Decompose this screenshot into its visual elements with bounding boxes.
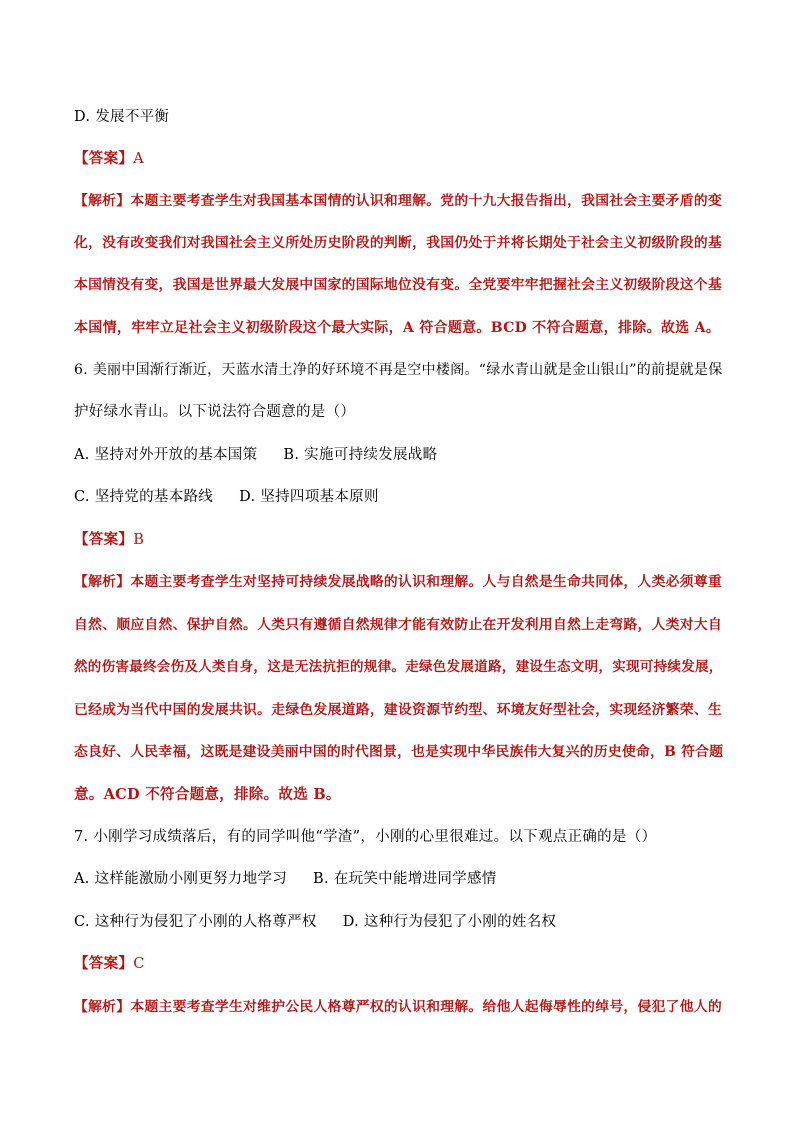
q7-analysis-text-1: 本题主要考查学生对维护公民人格尊严权的认识和理解。给他人起侮辱性的绰号，侵犯了他人的 (130, 999, 722, 1015)
q6-answer-tag: 【答案】 (74, 531, 134, 548)
q6-options-row-1 (74, 445, 722, 465)
q5-analysis-line-4: 本国情，牢牢立足社会主义初级阶段这个最大实际，A 符合题意。BCD 不符合题意，排除。故选 A。 (74, 320, 721, 336)
q6-analysis-line-1 (74, 572, 722, 592)
q7-options-row-2 (74, 912, 722, 932)
q7-options-row-1 (74, 869, 722, 889)
q6-analysis-line-2: 自然、顺应自然、保护自然。人类只有遵循自然规律才能有效防止在开发利用自然上走弯路，人类对大自 (74, 617, 722, 633)
q6-stem-line-2: 护好绿水青山。以下说法符合题意的是（） (74, 404, 356, 420)
q6-analysis-line-3: 然的伤害最终会伤及人类自身，这是无法抗拒的规律。走绿色发展道路，建设生态文明，实现可持续发展， (74, 659, 723, 675)
q5-answer-value: A (133, 151, 144, 167)
q7-analysis-tag: 【解析】 (74, 999, 131, 1015)
q5-analysis-text-1: 本题主要考查学生对我国基本国情的认识和理解。党的十九大报告指出，我国社会主要矛盾的变 (130, 193, 722, 209)
q7-answer-value: C (133, 956, 145, 972)
q6-options-row-2 (74, 487, 722, 507)
q5-analysis-line-1 (74, 191, 722, 211)
q6-stem-line-1: 6. 美丽中国渐行渐近，天蓝水清土净的好环境不再是空中楼阁。“绿水青山就是金山银山”的前提就是保 (74, 362, 723, 378)
q6-option-d: D. 坚持四项基本原则 (239, 489, 379, 505)
q6-option-a: A. 坚持对外开放的基本国策 (74, 447, 258, 463)
q6-answer (74, 530, 722, 550)
q5-answer-tag: 【答案】 (74, 150, 134, 167)
q7-option-b: B. 在玩笑中能增进同学感情 (313, 871, 497, 887)
q6-option-b: B. 实施可持续发展战略 (283, 447, 438, 463)
q6-analysis-line-6: 意。ACD 不符合题意，排除。故选 B。 (74, 786, 341, 803)
q5-analysis-tag: 【解析】 (74, 193, 131, 209)
q7-option-c: C. 这种行为侵犯了小刚的人格尊严权 (74, 914, 317, 930)
q7-answer (74, 954, 722, 974)
q5-analysis-line-3: 本国情没有变，我国是世界最大发展中国家的国际地位没有变。全党要牢牢把握社会主义初级阶段这个基 (74, 277, 722, 293)
q5-analysis-line-2: 化，没有改变我们对我国社会主义所处历史阶段的判断，我国仍处于并将长期处于社会主义初级阶段的基 (74, 235, 722, 251)
q5-answer (74, 149, 722, 169)
q6-analysis-tag: 【解析】 (74, 574, 131, 590)
q7-analysis-line-1 (74, 997, 722, 1017)
q6-analysis-line-4: 已经成为当代中国的发展共识。走绿色发展道路，建设资源节约型、环境友好型社会，实现经济繁荣、生 (74, 702, 722, 718)
q5-option-d: D. 发展不平衡 (74, 109, 170, 125)
q6-option-c: C. 坚持党的基本路线 (74, 489, 214, 505)
q7-stem: 7. 小刚学习成绩落后，有的同学叫他“学渣”，小刚的心里很难过。以下观点正确的是（） (74, 829, 657, 845)
q7-option-d: D. 这种行为侵犯了小刚的姓名权 (342, 914, 557, 930)
q6-answer-value: B (133, 532, 145, 548)
q6-analysis-text-1: 本题主要考查学生对坚持可持续发展战略的认识和理解。人与自然是生命共同体，人类必须尊重 (130, 574, 722, 590)
q7-option-a: A. 这样能激励小刚更努力地学习 (74, 871, 287, 887)
q6-analysis-line-5: 态良好、人民幸福，这既是建设美丽中国的时代图景，也是实现中华民族伟大复兴的历史使命，B 符合题 (74, 744, 724, 760)
q7-answer-tag: 【答案】 (74, 955, 134, 972)
